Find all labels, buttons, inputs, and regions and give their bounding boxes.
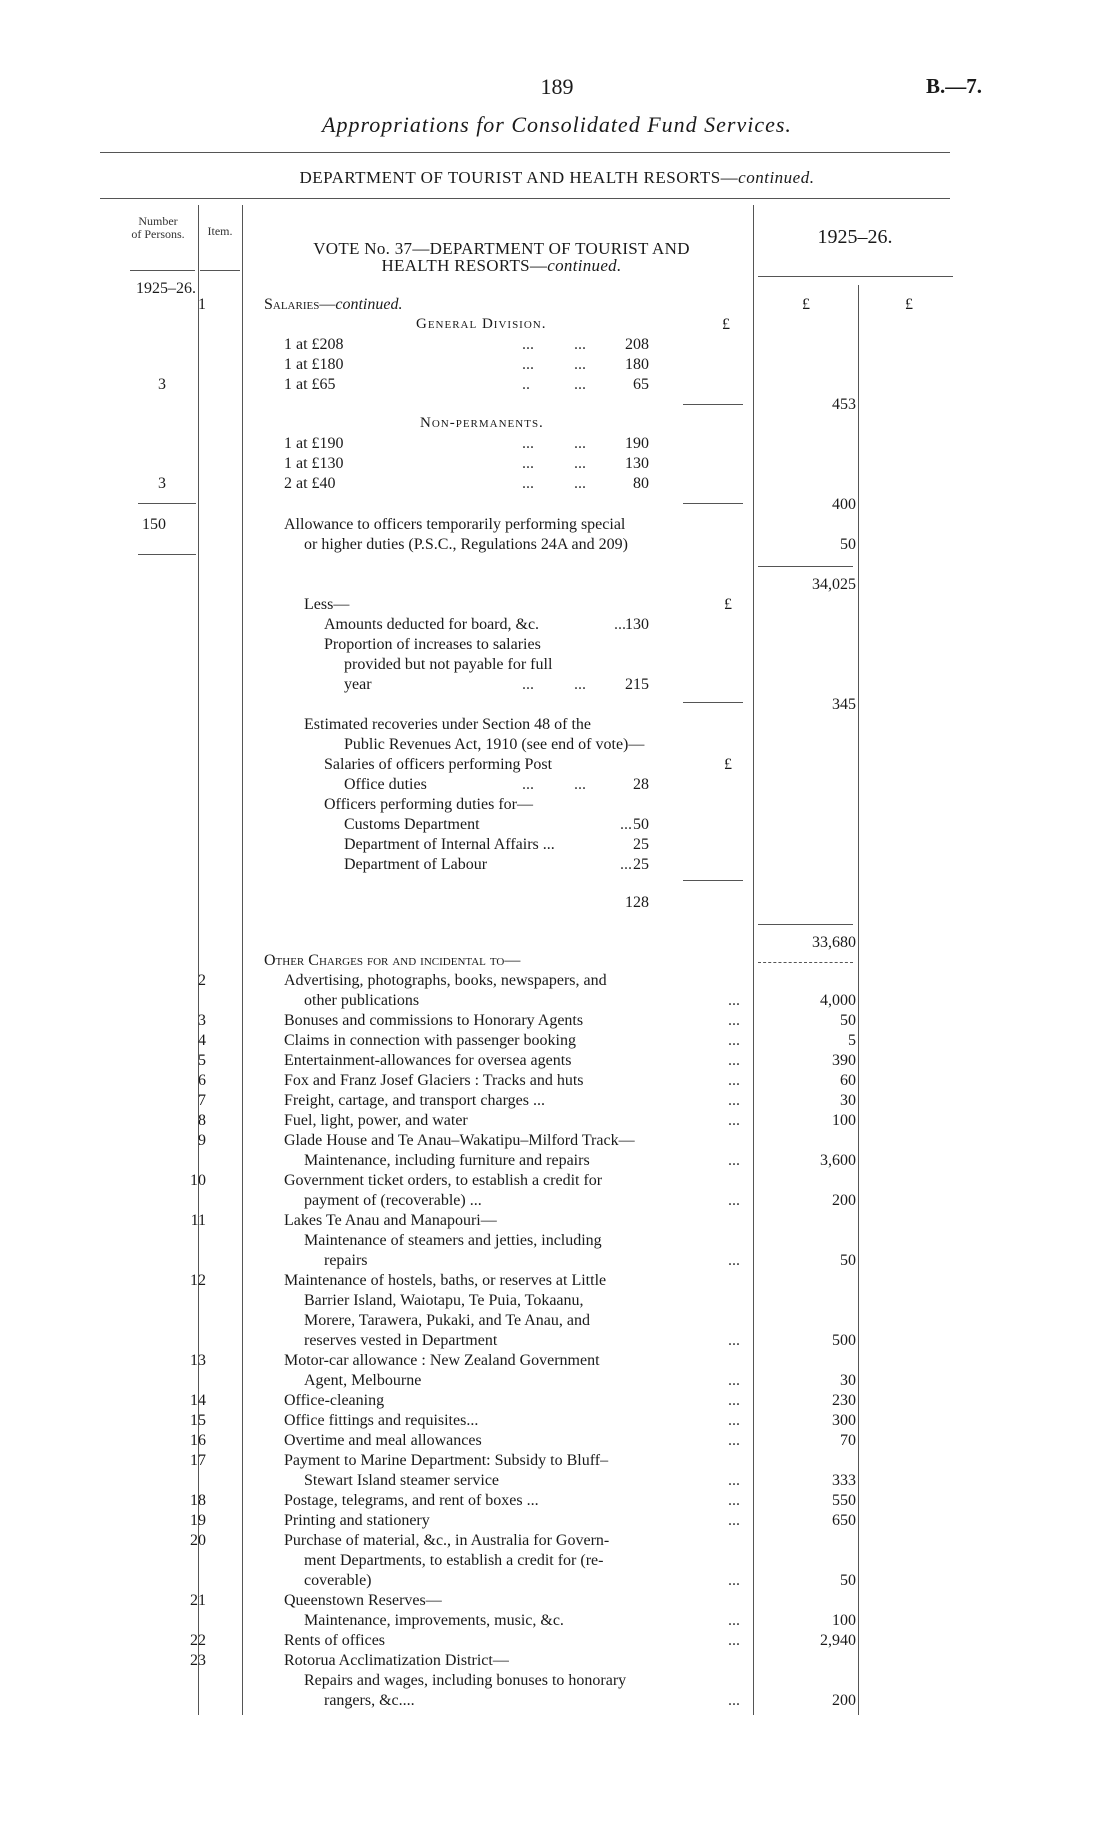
recovery-row-amount: 50 — [633, 816, 649, 833]
other-charge-amount: 230 — [832, 1392, 856, 1409]
other-charge-amount: 200 — [832, 1692, 856, 1709]
other-charge-item-number: 4 — [198, 1032, 206, 1049]
recoveries-line2: Public Revenues Act, 1910 (see end of vote)— — [344, 736, 645, 753]
leader-dots: ... ... — [522, 356, 586, 373]
general-division-persons: 3 — [158, 376, 166, 393]
recovery-row-label: Customs Department — [344, 816, 480, 833]
leader-dots: ... — [728, 1032, 740, 1049]
less-subtotal-rule — [683, 702, 743, 703]
department-heading — [0, 168, 1114, 188]
other-charge-item-number: 14 — [190, 1392, 206, 1409]
other-charge-text-line: Claims in connection with passenger booking — [284, 1032, 576, 1049]
leader-dots: ... — [728, 1512, 740, 1529]
net-total-underline — [758, 962, 853, 963]
non-permanents-total: 400 — [832, 496, 856, 513]
allowance-line1: Allowance to officers temporarily performing special — [284, 516, 626, 533]
leader-dots: ... — [620, 856, 632, 873]
other-charge-amount: 333 — [832, 1472, 856, 1489]
leader-dots: ... — [728, 1092, 740, 1109]
allowance-amount: 50 — [840, 536, 856, 553]
proportion-amount: 215 — [625, 676, 649, 693]
other-charge-text-line: Entertainment-allowances for oversea agents — [284, 1052, 572, 1069]
other-charge-item-number: 5 — [198, 1052, 206, 1069]
other-charge-item-number: 10 — [190, 1172, 206, 1189]
gross-total-rule — [758, 566, 853, 567]
leader-dots: ... — [728, 1112, 740, 1129]
other-charge-amount: 550 — [832, 1492, 856, 1509]
other-charge-text-line: Queenstown Reserves— — [284, 1592, 442, 1609]
other-charge-amount: 50 — [840, 1252, 856, 1269]
recoveries-pound: £ — [724, 756, 732, 773]
other-charge-text-line: Agent, Melbourne — [304, 1372, 422, 1389]
leader-dots: ... — [620, 816, 632, 833]
non-permanents-persons: 3 — [158, 475, 166, 492]
leader-dots: ... — [728, 1052, 740, 1069]
leader-dots: ... — [728, 1692, 740, 1709]
salaries-heading-continued: continued. — [335, 296, 403, 313]
other-charge-amount: 60 — [840, 1072, 856, 1089]
non-permanents-row — [284, 475, 336, 492]
other-charge-item-number: 17 — [190, 1452, 206, 1469]
leader-dots: ... — [728, 1372, 740, 1389]
other-charge-text-line: Purchase of material, &c., in Australia for Govern- — [284, 1532, 610, 1549]
other-charge-amount: 3,600 — [820, 1152, 856, 1169]
leader-dots: ... ... — [522, 336, 586, 353]
recovery-row-amount: 25 — [633, 836, 649, 853]
other-charge-amount: 4,000 — [820, 992, 856, 1009]
row-label: 2 at £40 — [284, 475, 336, 492]
other-charge-amount: 30 — [840, 1092, 856, 1109]
pound-sign-middle: £ — [802, 296, 810, 313]
leader-dots: ... — [614, 616, 626, 633]
leader-dots: ... ... — [522, 475, 586, 492]
row-amount: 190 — [625, 435, 649, 452]
other-charge-text-line: Maintenance of steamers and jetties, including — [304, 1232, 602, 1249]
recovery-row-label: Department of Internal Affairs ... — [344, 836, 555, 853]
proportion-line3: year — [344, 676, 372, 693]
salaries-heading — [264, 296, 402, 313]
other-charge-amount: 300 — [832, 1412, 856, 1429]
other-charge-text-line: Freight, cartage, and transport charges ... — [284, 1092, 545, 1109]
other-charge-amount: 50 — [840, 1012, 856, 1029]
other-charge-text-line: Overtime and meal allowances — [284, 1432, 482, 1449]
leader-dots: ... — [728, 1572, 740, 1589]
persons-header-rule — [130, 270, 195, 271]
department-continued: continued. — [738, 168, 815, 187]
recoveries-line1: Estimated recoveries under Section 48 of the — [304, 716, 592, 733]
row-label: 1 at £130 — [284, 455, 344, 472]
vote-title — [254, 240, 749, 274]
other-charge-text-line: Maintenance of hostels, baths, or reserves at Little — [284, 1272, 607, 1289]
general-division-row — [284, 376, 336, 393]
other-charge-amount: 500 — [832, 1332, 856, 1349]
vote-title-line2-continued: continued. — [547, 256, 622, 275]
other-charge-item-number: 8 — [198, 1112, 206, 1129]
post-office-amount: 28 — [633, 776, 649, 793]
leader-dots: ... — [728, 992, 740, 1009]
row-amount: 130 — [625, 455, 649, 472]
leader-dots: ... — [728, 1252, 740, 1269]
other-charge-text-line: Fuel, light, power, and water — [284, 1112, 468, 1129]
persons-subtotal-rule — [138, 503, 196, 504]
page-title: Appropriations for Consolidated Fund Services. — [322, 112, 792, 137]
other-charge-text-line: Bonuses and commissions to Honorary Agents — [284, 1012, 584, 1029]
other-charge-text-line: Lakes Te Anau and Manapouri— — [284, 1212, 497, 1229]
leader-dots: ... — [728, 1192, 740, 1209]
leader-dots: ... — [728, 1392, 740, 1409]
leader-dots: ... — [728, 1612, 740, 1629]
other-charge-item-number: 11 — [190, 1212, 206, 1229]
other-charge-amount: 5 — [848, 1032, 856, 1049]
salaries-net-total: 33,680 — [812, 934, 856, 951]
other-charge-text-line: Fox and Franz Josef Glaciers : Tracks and huts — [284, 1072, 584, 1089]
less-total: 345 — [832, 696, 856, 713]
recovery-row-label: Department of Labour — [344, 856, 488, 873]
leader-dots: ... — [728, 1152, 740, 1169]
other-charge-text-line: Morere, Tarawera, Pukaki, and Te Anau, and — [304, 1312, 590, 1329]
other-charge-text-line: Repairs and wages, including bonuses to honorary — [304, 1672, 627, 1689]
pound-sign-right: £ — [905, 296, 913, 313]
row-amount: 80 — [633, 475, 649, 492]
leader-dots: ... ... — [522, 455, 586, 472]
other-charge-text-line: other publications — [304, 992, 420, 1009]
other-charge-item-number: 21 — [190, 1592, 206, 1609]
other-charge-amount: 390 — [832, 1052, 856, 1069]
non-permanents-row — [284, 435, 344, 452]
leader-dots: ... — [728, 1632, 740, 1649]
general-division-row — [284, 336, 344, 353]
recoveries-line3: Salaries of officers performing Post — [324, 756, 553, 773]
non-permanents-heading: Non-permanents. — [420, 415, 544, 431]
other-charge-text-line: rangers, &c.... — [324, 1692, 415, 1709]
non-permanents-row — [284, 455, 344, 472]
subtotal-rule — [683, 404, 743, 405]
leader-dots: .. ... — [522, 376, 586, 393]
other-charge-text-line: Maintenance, improvements, music, &c. — [304, 1612, 564, 1629]
other-charge-text-line: coverable) — [304, 1572, 372, 1589]
other-charge-text-line: reserves vested in Department — [304, 1332, 498, 1349]
persons-column-header — [120, 215, 196, 241]
general-division-total: 453 — [832, 396, 856, 413]
other-charge-text-line: Barrier Island, Waiotapu, Te Puia, Tokaanu, — [304, 1292, 584, 1309]
other-charge-item-number: 19 — [190, 1512, 206, 1529]
row-amount: 180 — [625, 356, 649, 373]
other-charge-item-number: 2 — [198, 972, 206, 989]
other-charge-text-line: Glade House and Te Anau–Wakatipu–Milford Track— — [284, 1132, 635, 1149]
row-amount: 208 — [625, 336, 649, 353]
general-division-row — [284, 356, 344, 373]
header-rule — [100, 152, 950, 153]
year-column-header: 1925–26. — [817, 226, 893, 248]
leader-dots: ... — [728, 1472, 740, 1489]
year-header-rule — [758, 276, 953, 277]
other-charge-item-number: 3 — [198, 1012, 206, 1029]
row-label: 1 at £190 — [284, 435, 344, 452]
allowance-persons: 150 — [142, 516, 166, 533]
other-charge-item-number: 18 — [190, 1492, 206, 1509]
leader-dots: ... — [728, 1492, 740, 1509]
less-heading: Less— — [304, 596, 350, 613]
salaries-item-number: 1 — [198, 296, 206, 313]
row-label: 1 at £208 — [284, 336, 344, 353]
persons-header-line2: of Persons. — [131, 227, 185, 241]
leader-dots: ... ... — [522, 676, 586, 693]
column-divider-amounts — [753, 205, 754, 1715]
vote-title-line2-text: HEALTH RESORTS— — [381, 256, 548, 275]
table-top-rule — [100, 198, 950, 199]
other-charge-amount: 100 — [832, 1612, 856, 1629]
net-total-rule — [758, 924, 853, 925]
leader-dots: ... — [728, 1432, 740, 1449]
general-division-pound: £ — [722, 316, 730, 333]
other-charge-text-line: Maintenance, including furniture and repairs — [304, 1152, 590, 1169]
column-divider-item-right — [242, 205, 243, 1715]
leader-dots: ... ... — [522, 776, 586, 793]
other-charge-item-number: 22 — [190, 1632, 206, 1649]
other-charge-amount: 650 — [832, 1512, 856, 1529]
subtotal-rule — [683, 503, 743, 504]
other-charge-amount: 70 — [840, 1432, 856, 1449]
recoveries-line4: Office duties — [344, 776, 427, 793]
recoveries-rule — [683, 880, 743, 881]
recoveries-line5: Officers performing duties for— — [324, 796, 533, 813]
persons-header-line1: Number — [138, 214, 178, 228]
other-charge-item-number: 7 — [198, 1092, 206, 1109]
row-label: 1 at £180 — [284, 356, 344, 373]
recovery-row-amount: 25 — [633, 856, 649, 873]
other-charge-text-line: repairs — [324, 1252, 368, 1269]
column-divider-totals — [858, 285, 859, 1715]
leader-dots: ... — [728, 1412, 740, 1429]
other-charge-text-line: ment Departments, to establish a credit for (re- — [304, 1552, 604, 1569]
other-charge-item-number: 12 — [190, 1272, 206, 1289]
leader-dots: ... — [728, 1072, 740, 1089]
column-divider-item-left — [198, 205, 199, 1715]
persons-year-header: 1925–26. — [136, 280, 196, 297]
other-charge-text-line: Printing and stationery — [284, 1512, 430, 1529]
other-charge-text-line: Stewart Island steamer service — [304, 1472, 500, 1489]
other-charge-text-line: Postage, telegrams, and rent of boxes ... — [284, 1492, 539, 1509]
other-charges-heading: Other Charges for and incidental to— — [264, 952, 521, 969]
other-charge-item-number: 16 — [190, 1432, 206, 1449]
other-charge-amount: 100 — [832, 1112, 856, 1129]
leader-dots: ... — [728, 1012, 740, 1029]
less-pound: £ — [724, 596, 732, 613]
general-division-heading: General Division. — [416, 316, 547, 332]
persons-total-rule — [138, 554, 196, 555]
other-charge-text-line: payment of (recoverable) ... — [304, 1192, 482, 1209]
other-charge-text-line: Payment to Marine Department: Subsidy to Bluff– — [284, 1452, 609, 1469]
other-charge-text-line: Rents of offices — [284, 1632, 386, 1649]
board-deduction-label: Amounts deducted for board, &c. — [324, 616, 540, 633]
other-charge-amount: 50 — [840, 1572, 856, 1589]
page-number: 189 — [540, 74, 574, 99]
leader-dots: ... ... — [522, 435, 586, 452]
item-column-header: Item. — [207, 224, 233, 238]
other-charge-item-number: 13 — [190, 1352, 206, 1369]
proportion-line2: provided but not payable for full — [344, 656, 553, 673]
other-charge-amount: 200 — [832, 1192, 856, 1209]
recoveries-total: 128 — [625, 894, 649, 911]
document-reference: B.—7. — [925, 74, 982, 98]
item-header-rule — [200, 270, 240, 271]
vote-title-line1: VOTE No. 37—DEPARTMENT OF TOURIST AND — [313, 239, 690, 258]
leader-dots: ... — [728, 1332, 740, 1349]
other-charge-text-line: Office fittings and requisites... — [284, 1412, 479, 1429]
row-amount: 65 — [633, 376, 649, 393]
other-charge-item-number: 9 — [198, 1132, 206, 1149]
other-charge-item-number: 20 — [190, 1532, 206, 1549]
other-charge-text-line: Advertising, photographs, books, newspapers, and — [284, 972, 607, 989]
vote-title-line2 — [254, 257, 749, 274]
salaries-gross-total: 34,025 — [812, 576, 856, 593]
other-charge-item-number: 23 — [190, 1652, 206, 1669]
allowance-line2: or higher duties (P.S.C., Regulations 24A and 209) — [304, 536, 628, 553]
board-deduction-amount: 130 — [625, 616, 649, 633]
row-label: 1 at £65 — [284, 376, 336, 393]
department-name: DEPARTMENT OF TOURIST AND HEALTH RESORTS— — [299, 168, 739, 187]
other-charge-text-line: Rotorua Acclimatization District— — [284, 1652, 509, 1669]
other-charge-amount: 30 — [840, 1372, 856, 1389]
other-charge-text-line: Office-cleaning — [284, 1392, 385, 1409]
salaries-heading-text: Salaries— — [264, 296, 336, 313]
other-charge-text-line: Government ticket orders, to establish a credit for — [284, 1172, 603, 1189]
other-charge-amount: 2,940 — [820, 1632, 856, 1649]
proportion-line1: Proportion of increases to salaries — [324, 636, 541, 653]
other-charge-item-number: 15 — [190, 1412, 206, 1429]
other-charge-item-number: 6 — [198, 1072, 206, 1089]
other-charge-text-line: Motor-car allowance : New Zealand Government — [284, 1352, 600, 1369]
